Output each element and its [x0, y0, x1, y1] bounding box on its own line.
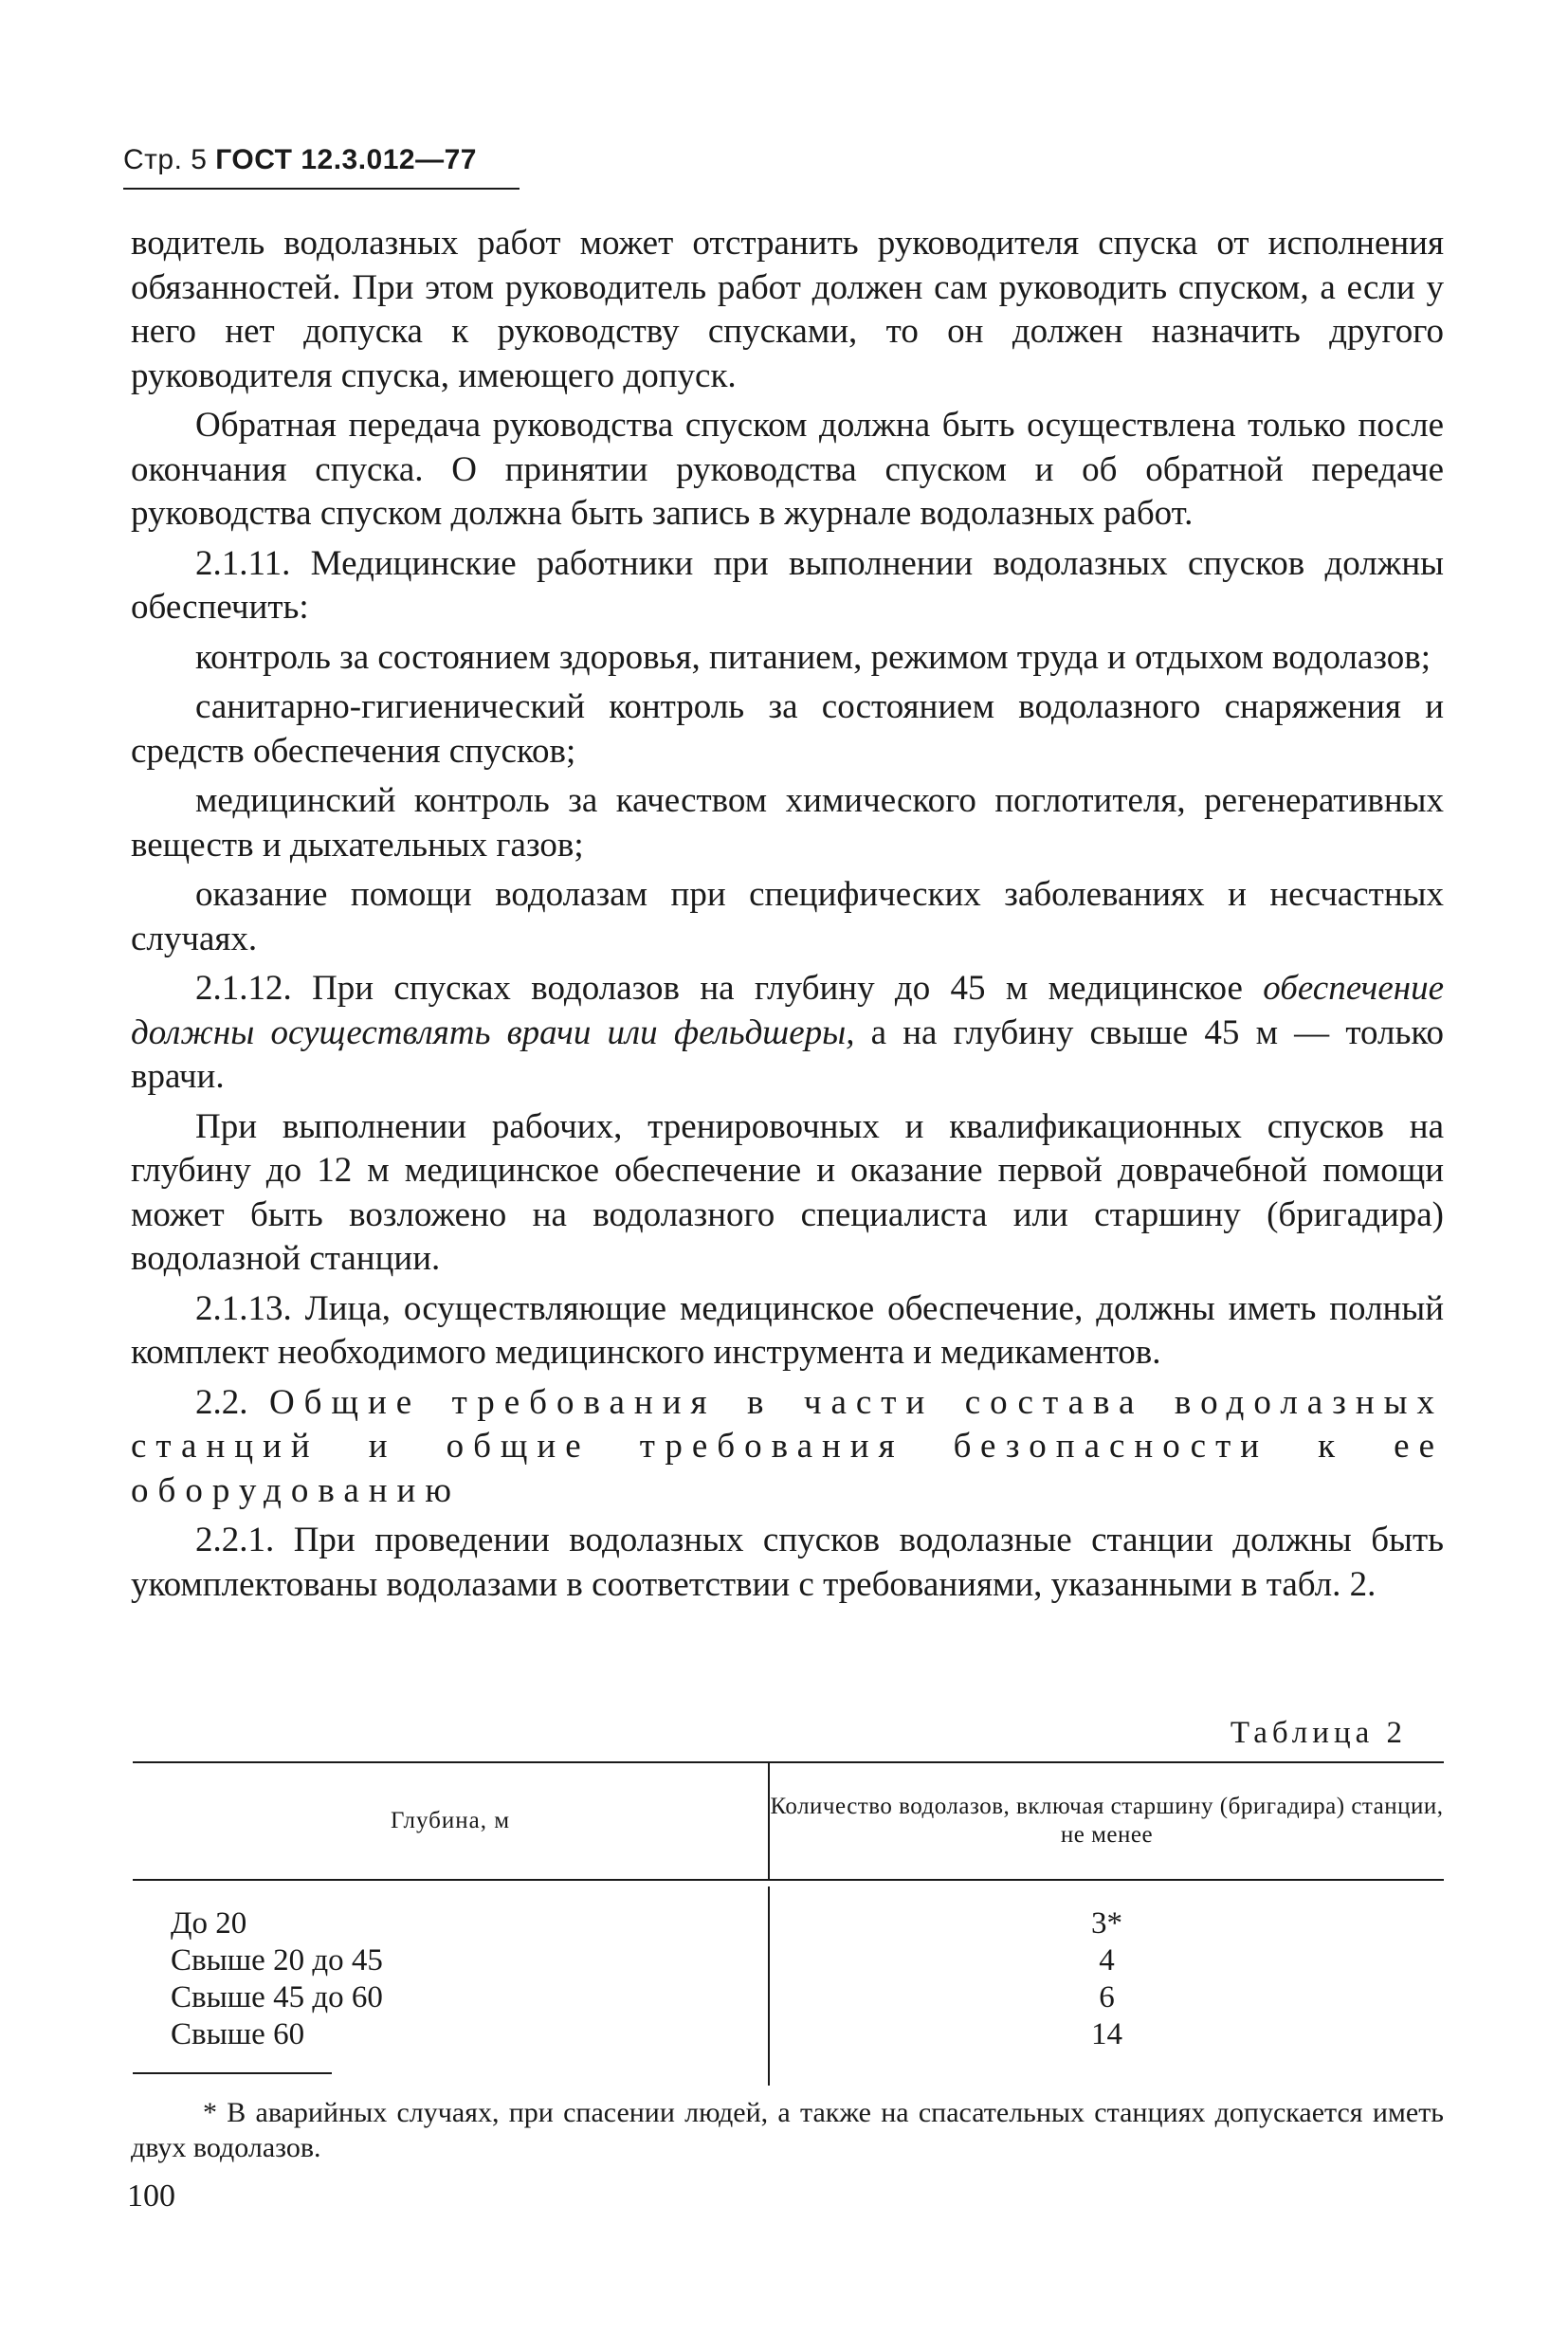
table-cell-depth: До 20 — [171, 1906, 247, 1941]
clause-2-1-12-start: 2.1.12. При спусках водолазов на глубину до 45 м медицинское — [195, 969, 1243, 1008]
table-cell-count: 6 — [1099, 1980, 1115, 2014]
table-caption: Таблица 2 — [1230, 1716, 1407, 1750]
table-cell-count: 14 — [1091, 2017, 1122, 2051]
list-item: медицинский контроль за качеством химического поглотителя, регенеративных веществ и дыхательных газов; — [131, 781, 1444, 865]
page-number: 100 — [127, 2178, 175, 2214]
list-item: санитарно-гигиенический контроль за состоянием водолазного снаряжения и средств обеспечения спусков; — [131, 687, 1444, 771]
paragraph: При выполнении рабочих, тренировочных и квалификационных спусков на глубину до 12 м медицинское обеспечение и оказание первой доврачебной помощи может быть возложено на водолазного специалиста или старшину (бригадира) водолазной станции. — [131, 1106, 1444, 1278]
table-cell-count: 3* — [1091, 1906, 1122, 1941]
footnote-rule — [133, 2072, 332, 2074]
col-header-depth: Глубина, м — [390, 1808, 511, 1833]
clause-2-2-1: 2.2.1. При проведении водолазных спусков водолазные станции должны быть укомплектованы водолазами в соответствии с требованиями, указанными в табл. 2. — [131, 1521, 1444, 1604]
footnote: * В аварийных случаях, при спасении людей, а также на спасательных станциях допускается иметь двух водолазов. — [131, 2097, 1444, 2163]
table-cell-depth: Свыше 60 — [171, 2017, 305, 2051]
page-header — [123, 144, 477, 176]
paragraph: водитель водолазных работ может отстранить руководителя спуска от исполнения обязанностей. При этом руководитель работ должен сам руководить спуском, а если у него нет допуска к руководству спусками, то он должен назначить другого руководителя спуска, имеющего допуск. — [131, 224, 1444, 395]
section-number: 2.2. — [195, 1382, 248, 1422]
table-header — [133, 1763, 1444, 1881]
standard-code: ГОСТ 12.3.012—77 — [215, 144, 477, 175]
count-column — [770, 1905, 1444, 2053]
table-body — [133, 1881, 1444, 2108]
list-item: контроль за состоянием здоровья, питанием, режимом труда и отдыхом водолазов; — [195, 637, 1431, 677]
list-item: оказание помощи водолазам при специфических заболеваниях и несчастных случаях. — [131, 875, 1444, 958]
col-header-count: Количество водолазов, включая старшину (бригадира) станции, не менее — [770, 1794, 1444, 1848]
paragraph: Обратная передача руководства спуском должна быть осуществлена только после окончания спуска. О принятии руководства спуском и об обратной передаче руководства спуском должна быть запись в журнале водолазных работ. — [131, 406, 1444, 533]
table-cell-count: 4 — [1099, 1943, 1115, 1977]
clause-2-1-11: 2.1.11. Медицинские работники при выполнении водолазных спусков должны обеспечить: — [131, 543, 1444, 627]
table-cell-depth: Свыше 45 до 60 — [171, 1980, 383, 2014]
section-title: Общие требования в части состава водолазных станций и общие требования безопасности к ее оборудованию — [131, 1382, 1444, 1510]
clause-2-1-12-italic: обеспечение должны осуществлять врачи или фельдшеры, — [131, 969, 1445, 1052]
section-2-2-heading — [131, 1381, 1444, 1514]
clause-2-1-13: 2.1.13. Лица, осуществляющие медицинское обеспечение, должны иметь полный комплект необходимого медицинского инструмента и медикаментов. — [131, 1288, 1444, 1372]
body-text — [131, 222, 1444, 1613]
page-label: Стр. 5 — [123, 144, 208, 175]
depth-column — [171, 1905, 383, 2053]
table-cell-depth: Свыше 20 до 45 — [171, 1943, 383, 1977]
header-rule — [123, 188, 520, 190]
clause-2-1-12-end: а на глубину свыше 45 м — только врачи. — [131, 1012, 1444, 1096]
clause-2-1-12 — [131, 967, 1444, 1100]
depth-table — [133, 1761, 1444, 2108]
